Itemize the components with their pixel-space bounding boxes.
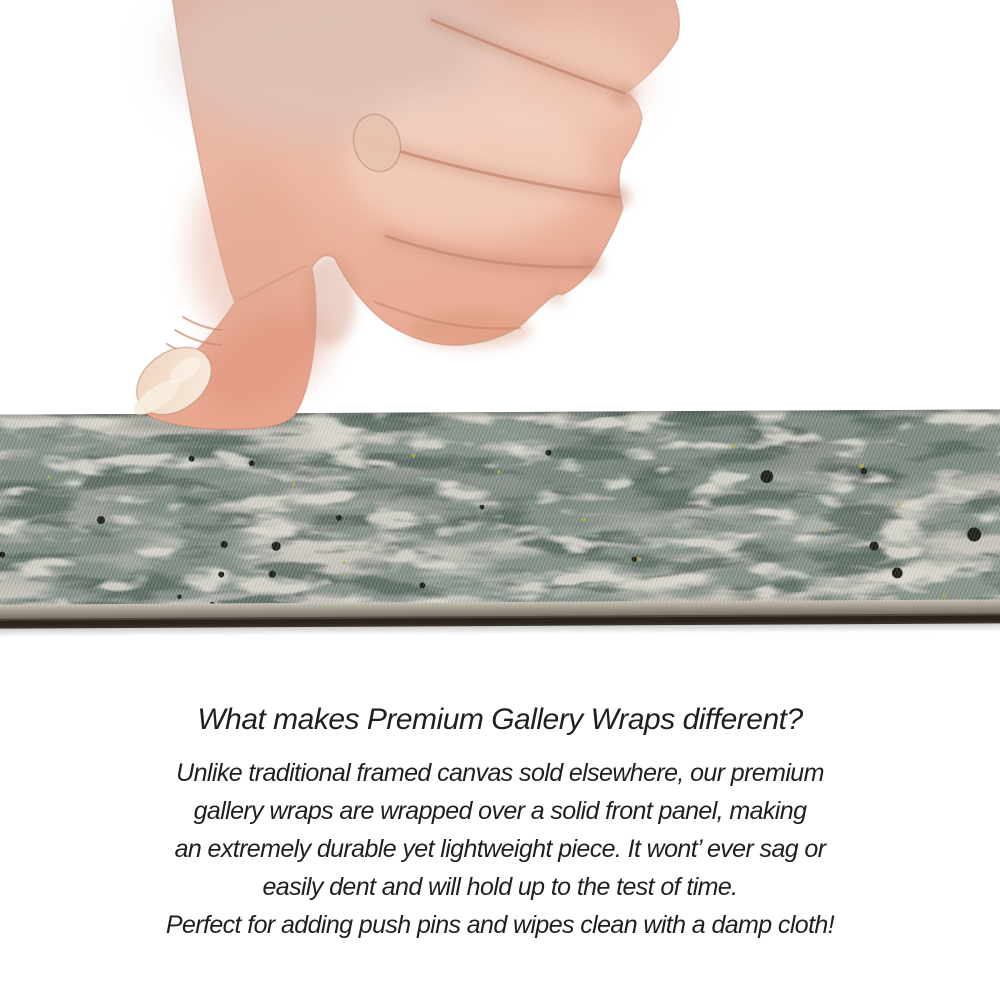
canvas-edge-strip bbox=[0, 409, 1000, 626]
body-line-1: Unlike traditional framed canvas sold elsewhere, our premium bbox=[176, 759, 824, 787]
body-line-5: Perfect for adding push pins and wipes clean with a damp cloth! bbox=[165, 911, 835, 939]
body-line-3: an extremely durable yet lightweight piece. It wont’ ever sag or bbox=[174, 835, 826, 863]
headline: What makes Premium Gallery Wraps different? bbox=[197, 703, 803, 736]
info-text-block bbox=[0, 699, 1000, 944]
hand-photo bbox=[0, 0, 1000, 434]
body-line-2: gallery wraps are wrapped over a solid front panel, making bbox=[193, 797, 807, 825]
paint-pale-layer bbox=[0, 409, 1000, 606]
body-line-4: easily dent and will hold up to the test of time. bbox=[262, 873, 738, 901]
canvas-texture bbox=[0, 409, 1000, 636]
